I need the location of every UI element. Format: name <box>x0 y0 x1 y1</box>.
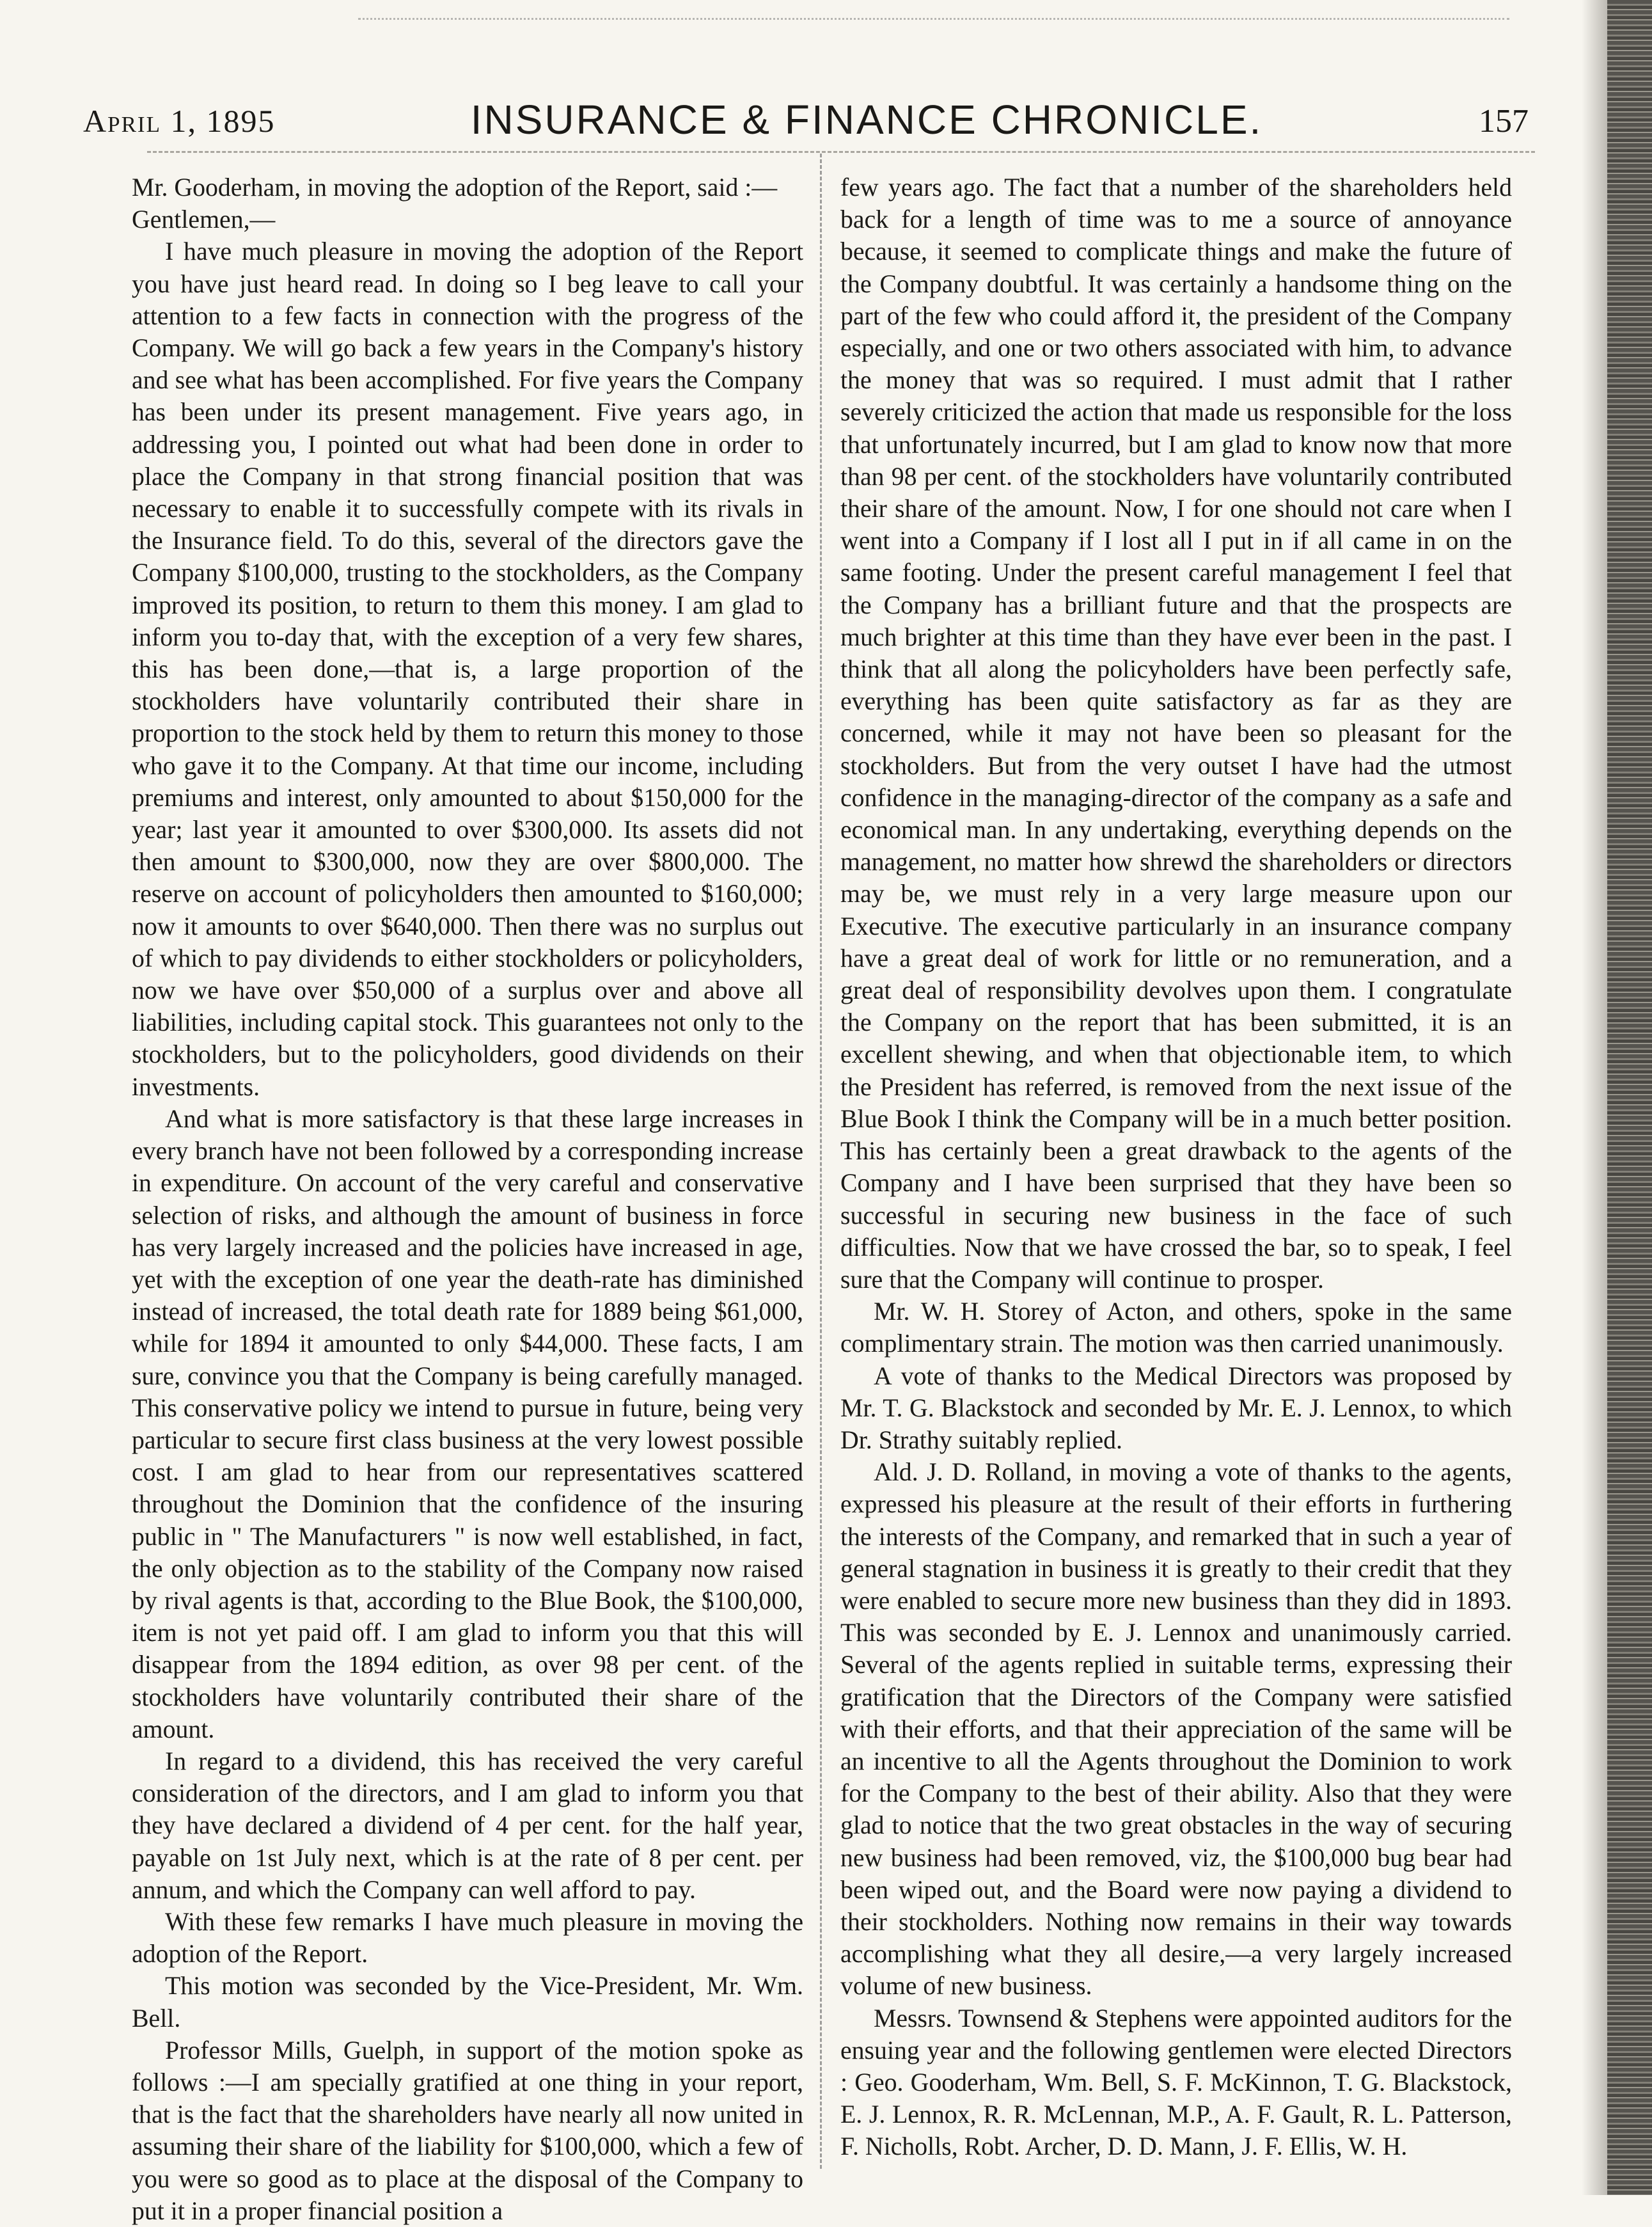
column-divider <box>820 154 822 2169</box>
paragraph: And what is more satisfactory is that these large increases in every branch have not been followed by a corresponding increase in expenditure. On account of the very careful and conservative selection of risks, and although the amount of business in force has very largely increased and the policies have increased in age, yet with the exception of one year the death-rate has diminished instead of increased, the total death rate for 1889 being $61,000, while for 1894 it amounted to only $44,000. These facts, I am sure, convince you that the Company is being carefully managed. This conservative policy we intend to pursue in future, being very particular to secure first class business at the very lowest possible cost. I am glad to hear from our representatives scattered throughout the Dominion that the confidence of the insuring public in " The Manufacturers " is now well established, in fact, the only objection as to the stability of the Company now raised by rival agents is that, according to the Blue Book, the $100,000, item is not yet paid off. I am glad to inform you that this will disappear from the 1894 edition, as over 98 per cent. of the stockholders have voluntarily contributed their share of the amount. <box>132 1104 803 1743</box>
header-rule <box>147 151 1535 153</box>
paragraph: Messrs. Townsend & Stephens were appointed auditors for the ensuing year and the following gentlemen were elected Directors : Geo. Gooderham, Wm. Bell, S. F. McKinnon, T. G. Blackstock, E. J. Lennox, R. R. McLennan, M.P., A. F. Gault, R. L. Patterson, F. Nicholls, Robt. Archer, D. D. Mann, J. F. Ellis, W. H. <box>840 2004 1512 2161</box>
running-header <box>83 96 1529 147</box>
binding-shadow <box>1582 0 1607 2195</box>
paragraph: Ald. J. D. Rolland, in moving a vote of thanks to the agents, expressed his pleasure at the result of their efforts in furthering the interests of the Company, and remarked that in such a year of general stagnation in business it is greatly to their credit that they were enabled to secure more new business than they did in 1893. This was seconded by E. J. Lennox and unanimously carried. Several of the agents replied in suitable terms, expressing their gratification that the Directors of the Company were satisfied with their efforts, and that their appreciation of the same will be an incentive to all the Agents throughout the Dominion to work for the Company to the best of their ability. Also that they were glad to notice that the two great obstacles in the way of securing new business had been removed, viz, the $100,000 bug bear had been wiped out, and the Board were now paying a dividend to their stockholders. Nothing now remains in their way towards accomplishing what they all desire,—a very largely increased volume of new business. <box>840 1458 1512 2001</box>
paragraph: In regard to a dividend, this has received the very careful consideration of the directors, and I am glad to inform you that they have declared a dividend of 4 per cent. for the half year, payable on 1st July next, which is at the rate of 8 per cent. per annum, and which the Company can well afford to pay. <box>132 1747 803 1904</box>
paragraph: few years ago. The fact that a number of the shareholders held back for a length of time was to me a source of annoyance because, it seemed to complicate things and make the future of the Company doubtful. It was certainly a handsome thing on the part of the few who could afford it, the president of the Company especially, and one or two others associated with him, to advance the money that was so required. I must admit that I rather severely criticized the action that made us responsible for the loss that unfortunately incurred, but I am glad to know now that more than 98 per cent. of the stockholders have voluntarily contributed their share of the amount. Now, I for one should not care when I went into a Company if I lost all I put in if all came in on the same footing. Under the present careful management I feel that the Company has a brilliant future and that the prospects are much brighter at this time than they have ever been in the past. I think that all along the policyholders have been perfectly safe, everything has been quite satisfactory as far as they are concerned, while it may not have been so pleasant for the stockholders. But from the very outset I have had the utmost confidence in the managing-director of the company as a safe and economical man. In any undertaking, everything depends on the management, no matter how shrewd the shareholders or directors may be, we must rely in a very large measure upon our Executive. The executive particularly in an insurance company have a great deal of work for little or no remuneration, and a great deal of responsibility devolves upon them. I congratulate the Company on the report that has been submitted, it is an excellent shewing, and when that objectionable item, to which the President has referred, is removed from the next issue of the Blue Book I think the Company will be in a much better position. This has certainly been a great drawback to the agents of the Company and I have been surprised that they have been so successful in securing new business in the face of such difficulties. Now that we have crossed the bar, so to speak, I feel sure that the Company will continue to prosper. <box>840 173 1512 1294</box>
paragraph: Professor Mills, Guelph, in support of the motion spoke as follows :—I am specially gratified at one thing in your report, that is the fact that the shareholders have nearly all now united in assuming their share of the liability for $100,000, which a few of you were so good as to place at the disposal of the Company to put it in a proper financial position a <box>132 2036 803 2225</box>
paragraph: Mr. W. H. Storey of Acton, and others, spoke in the same complimentary strain. The motion was then carried unanimously. <box>840 1297 1512 1358</box>
right-column <box>840 171 1512 2161</box>
binding-edge <box>1607 0 1652 2195</box>
salutation: Gentlemen,— <box>132 205 276 234</box>
scan-specks <box>358 18 1509 26</box>
publication-title: INSURANCE & FINANCE CHRONICLE. <box>470 97 1263 143</box>
left-column <box>132 171 803 2225</box>
paragraph: This motion was seconded by the Vice-President, Mr. Wm. Bell. <box>132 1972 803 2033</box>
page-number: 157 <box>1479 103 1529 139</box>
paragraph: With these few remarks I have much pleasure in moving the adoption of the Report. <box>132 1907 803 1969</box>
paragraph: I have much pleasure in moving the adoption of the Report you have just heard read. In doing so I beg leave to call your attention to a few facts in connection with the progress of the Company. We will go back a few years in the Company's history and see what has been accomplished. For five years the Company has been under its present management. Five years ago, in addressing you, I pointed out what had been done in order to place the Company in that strong financial position that was necessary to enable it to successfully compete with its rivals in the Insurance field. To do this, several of the directors gave the Company $100,000, trusting to the stockholders, as the Company improved its position, to return to them this money. I am glad to inform you to-day that, with the exception of a very few shares, this has been done,—that is, a large proportion of the stockholders have voluntarily contributed their share in proportion to the stock held by them to return this money to those who gave it to the Company. At that time our income, including premiums and interest, only amounted to about $150,000 for the year; last year it amounted to over $300,000. Its assets did not then amount to $300,000, now they are over $800,000. The reserve on account of policyholders then amounted to $160,000; now it amounts to over $640,000. Then there was no surplus out of which to pay dividends to either stockholders or policyholders, now we have over $50,000 of a surplus over and above all liabilities, including capital stock. This guarantees not only to the stockholders, but to the policyholders, good dividends on their investments. <box>132 237 803 1101</box>
paragraph: Mr. Gooderham, in moving the adoption of the Report, said :— <box>132 173 778 202</box>
issue-date: April 1, 1895 <box>83 103 276 139</box>
paragraph: A vote of thanks to the Medical Directors was proposed by Mr. T. G. Blackstock and seconded by Mr. E. J. Lennox, to which Dr. Strathy suitably replied. <box>840 1361 1512 1454</box>
